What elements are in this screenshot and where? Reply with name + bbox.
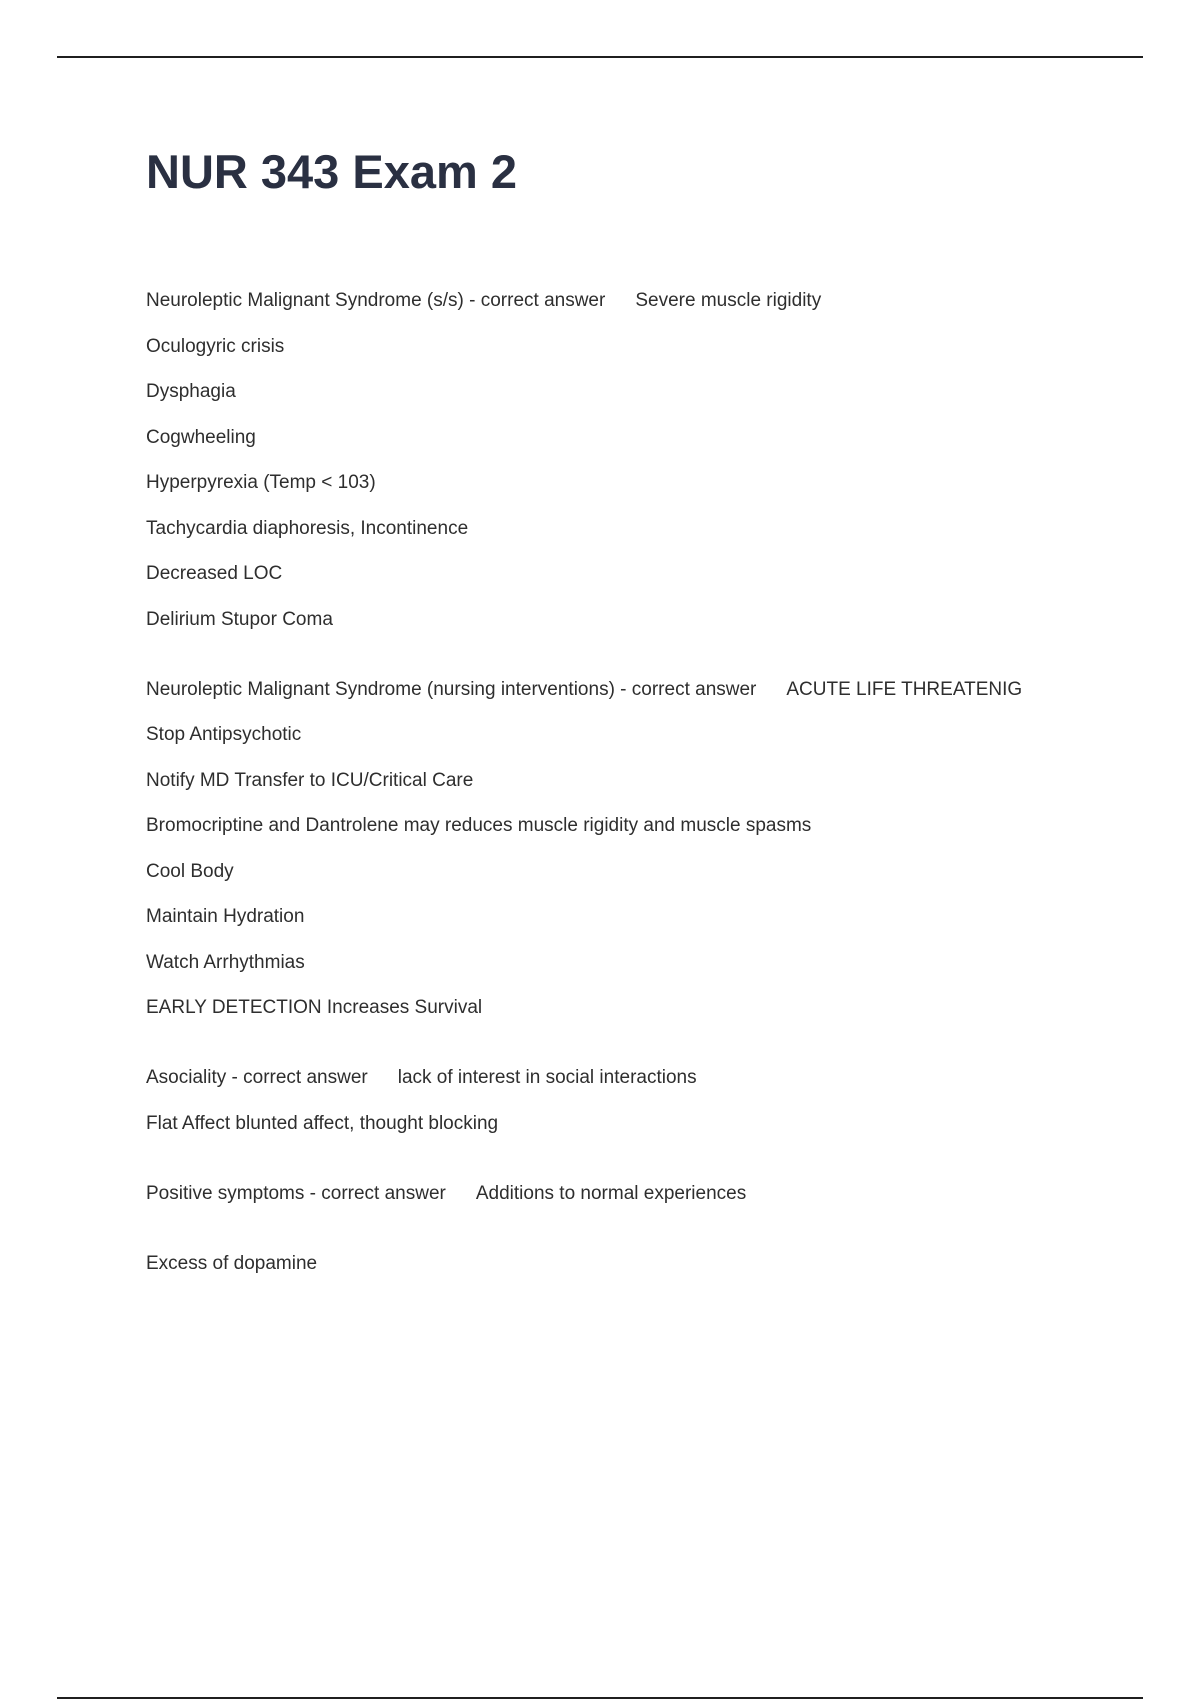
page-title: NUR 343 Exam 2 — [146, 145, 517, 198]
card-heading — [146, 1181, 1146, 1206]
flashcard-positive-symptoms — [146, 1181, 1146, 1206]
card-line: Notify MD Transfer to ICU/Critical Care — [146, 769, 474, 791]
card-question: Neuroleptic Malignant Syndrome (s/s) - correct answer — [146, 290, 606, 311]
card-line: Tachycardia diaphoresis, Incontinence — [146, 517, 469, 539]
card-line: Watch Arrhythmias — [146, 951, 305, 973]
card-heading — [146, 1065, 1146, 1090]
card-answer: lack of interest in social interactions — [397, 1067, 697, 1088]
card-line: Cool Body — [146, 860, 234, 882]
flashcard-nms-interventions — [146, 677, 1146, 1021]
flashcard-dopamine — [146, 1251, 1146, 1276]
card-line: Decreased LOC — [146, 563, 283, 584]
card-line: Stop Antipsychotic — [146, 724, 302, 745]
card-line: Oculogyric crisis — [146, 335, 285, 357]
card-line: EARLY DETECTION Increases Survival — [146, 997, 483, 1018]
card-answer: Additions to normal experiences — [475, 1182, 747, 1204]
card-question: Positive symptoms - correct answer — [146, 1182, 446, 1204]
card-answer: Severe muscle rigidity — [635, 290, 822, 311]
flashcard-nms-signs — [146, 288, 1146, 632]
card-line: Dysphagia — [146, 381, 236, 402]
flashcard-asociality — [146, 1065, 1146, 1136]
card-line: Hyperpyrexia (Temp < 103) — [146, 472, 376, 493]
document-body — [146, 288, 1146, 1321]
card-question: Neuroleptic Malignant Syndrome (nursing interventions) - correct answer — [146, 678, 757, 700]
card-answer: ACUTE LIFE THREATENIG — [786, 678, 1023, 700]
card-line: Delirium Stupor Coma — [146, 608, 333, 630]
card-line: Maintain Hydration — [146, 906, 305, 927]
bottom-rule — [57, 1697, 1143, 1699]
card-line: Bromocriptine and Dantrolene may reduces muscle rigidity and muscle spasms — [146, 815, 812, 836]
card-line: Flat Affect blunted affect, thought blocking — [146, 1112, 499, 1134]
top-rule — [57, 56, 1143, 58]
card-question: Asociality - correct answer — [146, 1067, 368, 1088]
card-line: Excess of dopamine — [146, 1252, 318, 1274]
card-heading — [146, 288, 1146, 313]
card-line: Cogwheeling — [146, 426, 256, 448]
card-heading — [146, 677, 1146, 702]
